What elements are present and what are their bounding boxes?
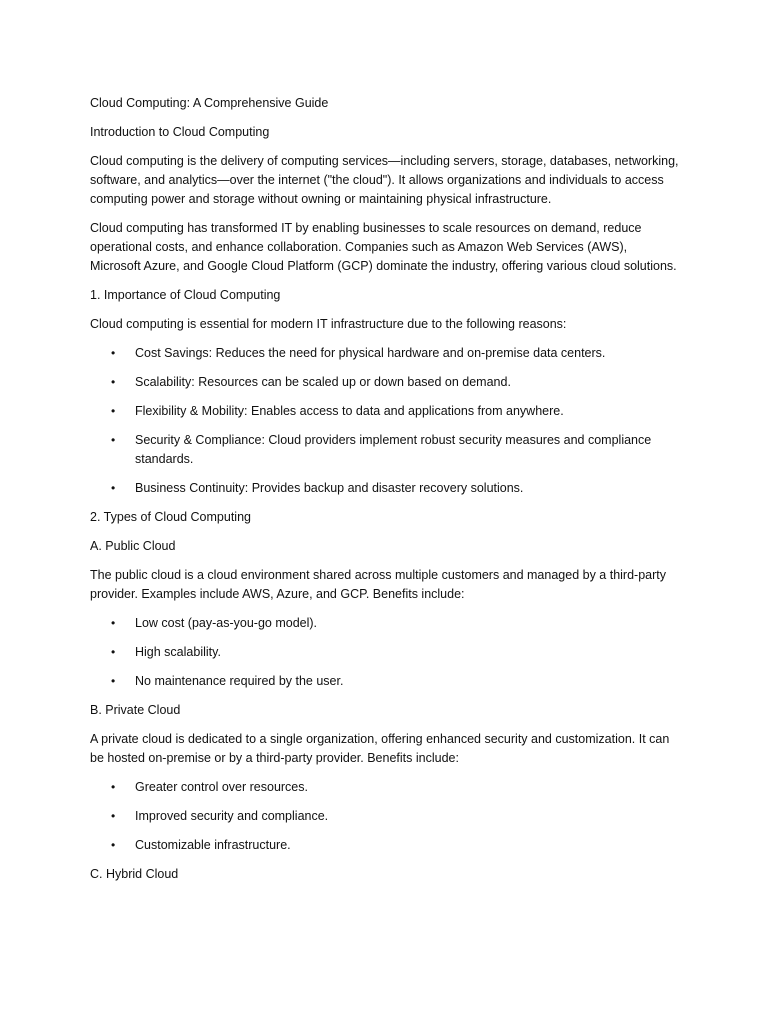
intro-paragraph-1: Cloud computing is the delivery of computing services—including servers, storage, databases, networking, software, and analytics—over the internet ("the cloud"). It allows organizations and individuals to access computing power and storage without owning or maintaining physical infrastructure. (90, 154, 679, 206)
list-item (90, 431, 680, 469)
list-item (90, 778, 680, 797)
bullet-icon: • (111, 433, 116, 447)
list-item (90, 672, 680, 691)
list-item (90, 344, 680, 363)
list-item-text: Scalability: Resources can be scaled up or down based on demand. (135, 375, 511, 389)
private-cloud-list (90, 778, 680, 855)
bullet-icon: • (111, 481, 116, 495)
importance-list (90, 344, 680, 498)
document-page (90, 94, 680, 894)
public-cloud-heading: A. Public Cloud (90, 539, 176, 553)
bullet-icon: • (111, 404, 116, 418)
importance-lead: Cloud computing is essential for modern IT infrastructure due to the following reasons: (90, 317, 567, 331)
bullet-icon: • (111, 809, 116, 823)
list-item (90, 373, 680, 392)
list-item-text: Low cost (pay-as-you-go model). (135, 616, 318, 630)
list-item-text: Greater control over resources. (135, 780, 308, 794)
bullet-icon: • (111, 780, 116, 794)
list-item-text: Flexibility & Mobility: Enables access to data and applications from anywhere. (135, 404, 564, 418)
list-item (90, 836, 680, 855)
private-cloud-heading: B. Private Cloud (90, 703, 181, 717)
intro-paragraph-2: Cloud computing has transformed IT by enabling businesses to scale resources on demand, reduce operational costs, and enhance collaboration. Companies such as Amazon Web Services (AWS), Microsoft Azure, and Google Cloud Platform (GCP) dominate the industry, offering various cloud solutions. (90, 221, 677, 273)
bullet-icon: • (111, 645, 116, 659)
list-item (90, 402, 680, 421)
list-item-text: Cost Savings: Reduces the need for physical hardware and on-premise data centers. (135, 346, 606, 360)
list-item-text: High scalability. (135, 645, 221, 659)
list-item-text: Security & Compliance: Cloud providers implement robust security measures and compliance standards. (135, 433, 652, 466)
hybrid-cloud-heading: C. Hybrid Cloud (90, 867, 179, 881)
bullet-icon: • (111, 346, 116, 360)
bullet-icon: • (111, 375, 116, 389)
list-item-text: Customizable infrastructure. (135, 838, 291, 852)
intro-heading: Introduction to Cloud Computing (90, 125, 270, 139)
list-item-text: Business Continuity: Provides backup and disaster recovery solutions. (135, 481, 524, 495)
importance-heading: 1. Importance of Cloud Computing (90, 288, 281, 302)
bullet-icon: • (111, 674, 116, 688)
public-cloud-list (90, 614, 680, 691)
bullet-icon: • (111, 616, 116, 630)
public-cloud-text: The public cloud is a cloud environment shared across multiple customers and managed by a third-party provider. Examples include AWS, Azure, and GCP. Benefits include: (90, 568, 666, 601)
list-item (90, 614, 680, 633)
list-item (90, 643, 680, 662)
list-item-text: Improved security and compliance. (135, 809, 329, 823)
list-item-text: No maintenance required by the user. (135, 674, 344, 688)
types-heading: 2. Types of Cloud Computing (90, 510, 251, 524)
list-item (90, 479, 680, 498)
private-cloud-text: A private cloud is dedicated to a single organization, offering enhanced security and customization. It can be hosted on-premise or by a third-party provider. Benefits include: (90, 732, 670, 765)
document-title: Cloud Computing: A Comprehensive Guide (90, 96, 329, 110)
list-item (90, 807, 680, 826)
bullet-icon: • (111, 838, 116, 852)
